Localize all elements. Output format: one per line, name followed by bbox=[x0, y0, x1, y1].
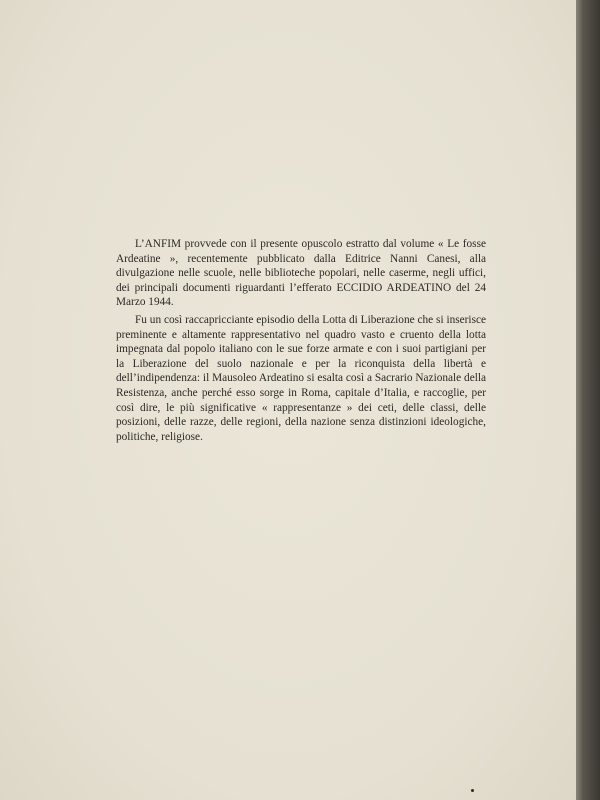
body-text bbox=[116, 237, 486, 447]
paragraph-intro: L’ANFIM provvede con il presente opuscolo estratto dal volume « Le fosse Ardeatine », recentemente pubblicato dalla Editrice Nanni Canesi, alla divulgazione nelle scuole, nelle biblioteche popolari, nelle caserme, negli uffici, dei principali documenti riguardanti l’efferato ECCIDIO ARDEATINO del 24 Marzo 1944. bbox=[116, 238, 486, 309]
ink-dot bbox=[471, 789, 474, 792]
page-edge-shadow bbox=[576, 0, 600, 800]
paragraph-main: Fu un così raccapricciante episodio della Lotta di Liberazione che si inserisce preminente e altamente rappresentativo nel quadro vasto e cruento della lotta impegnata dal popolo italiano con le sue forze armate e con i suoi partigiani per la Liberazione del suolo nazionale e per la riconquista della libertà e dell’indipendenza: il Mausoleo Ardeatino si esalta così a Sacrario Nazionale della Resistenza, anche perché esso sorge in Roma, capitale d’Italia, e raccoglie, per così dire, le più significative « rappresentanze » dei ceti, delle classi, delle posizioni, delle razze, delle regioni, della nazione senza distinzioni ideologiche, politiche, religiose. bbox=[116, 313, 486, 443]
